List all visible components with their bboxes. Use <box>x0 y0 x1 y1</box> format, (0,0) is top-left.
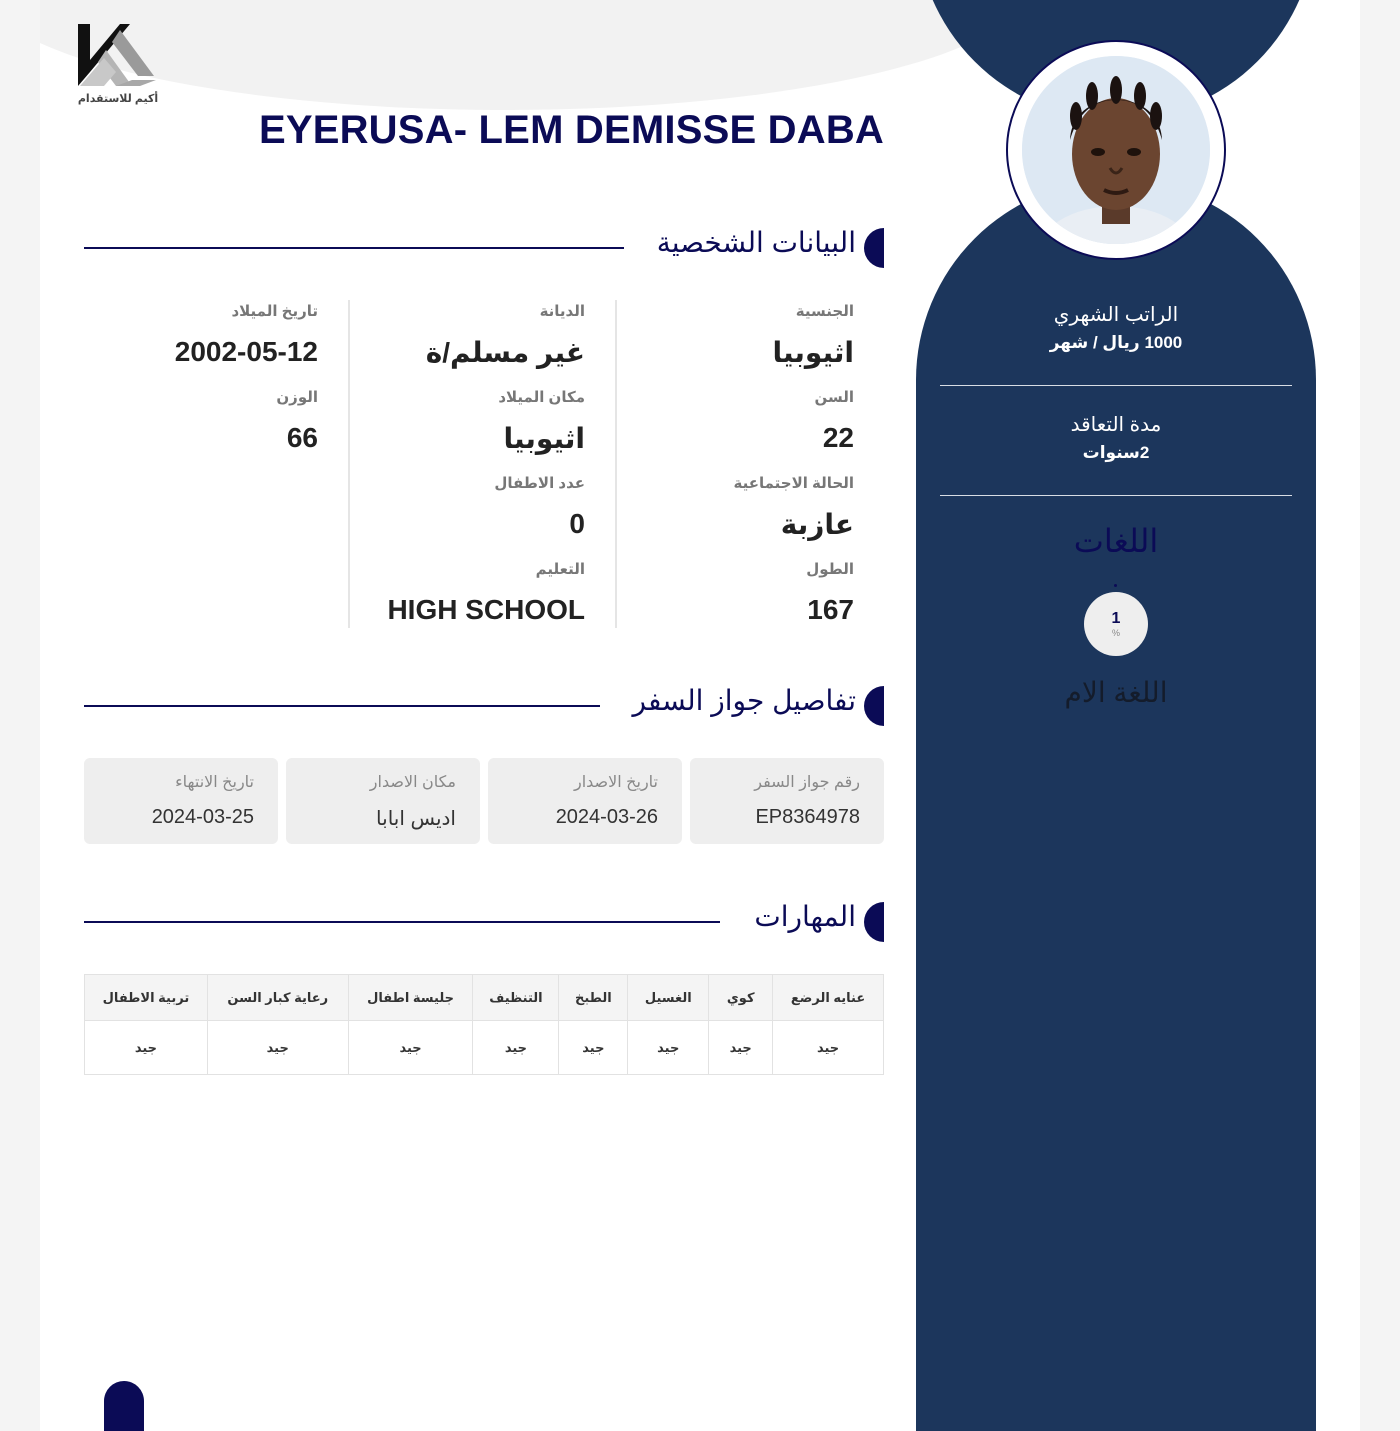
field-value: 66 <box>286 422 318 453</box>
card-label: رقم جواز السفر <box>754 774 860 791</box>
section-cap-icon <box>864 686 884 726</box>
language-level-unit: % <box>1111 628 1120 638</box>
personal-column <box>351 300 617 628</box>
header-swoosh <box>40 0 1030 110</box>
company-logo <box>76 20 160 112</box>
section-title: تفاصيل جواز السفر <box>632 685 856 716</box>
skill-header: عنايه الرضع <box>773 975 884 1021</box>
field-height <box>806 560 854 626</box>
field-label: الوزن <box>276 389 318 406</box>
field-label: التعليم <box>535 561 585 578</box>
skill-header: رعاية كبار السن <box>207 975 348 1021</box>
passport-number-card <box>690 758 884 844</box>
skill-level: جيد <box>348 1021 473 1075</box>
field-date-of-birth <box>175 302 318 368</box>
expiry-date-card <box>84 758 278 844</box>
profile-photo <box>1022 56 1210 244</box>
section-title: المهارات <box>754 901 856 932</box>
field-children <box>494 474 585 540</box>
section-divider <box>84 247 624 249</box>
candidate-name: EYERUSA- LEM DEMISSE DABA <box>258 108 884 152</box>
issue-date-card <box>488 758 682 844</box>
field-marital-status <box>733 474 854 541</box>
skill-level: جيد <box>559 1021 628 1075</box>
section-cap-icon <box>864 902 884 942</box>
sidebar-divider <box>940 495 1292 496</box>
personal-column <box>618 300 884 628</box>
card-value: اديس ابابا <box>376 808 456 830</box>
person-avatar-icon <box>1022 56 1210 244</box>
cv-page <box>40 0 1360 1431</box>
field-nationality <box>772 302 854 369</box>
mother-tongue-label: اللغة الام <box>1064 677 1168 708</box>
field-value: 2002-05-12 <box>174 336 318 367</box>
field-label: الطول <box>806 561 854 578</box>
field-label: الجنسية <box>795 303 854 320</box>
card-value: EP8364978 <box>755 806 860 828</box>
card-label: مكان الاصدار <box>369 774 456 791</box>
sidebar-body-shape <box>916 180 1316 1431</box>
contract-label: مدة التعاقد <box>1070 414 1162 436</box>
card-value: 2024-03-25 <box>151 806 254 828</box>
skill-header: كوي <box>709 975 773 1021</box>
skill-header: التنظيف <box>473 975 559 1021</box>
salary-block <box>940 302 1292 353</box>
field-value: اثيوبيا <box>503 423 585 454</box>
footer-tab-decoration <box>104 1381 144 1431</box>
field-value: 0 <box>569 508 585 539</box>
issue-place-card <box>286 758 480 844</box>
skill-header: جليسة اطفال <box>348 975 473 1021</box>
skill-header: الطبخ <box>559 975 628 1021</box>
field-value: HIGH SCHOOL <box>387 594 585 625</box>
skills-header-row <box>85 975 884 1021</box>
personal-column <box>84 300 350 628</box>
field-value: اثيوبيا <box>772 337 854 368</box>
salary-value: 1000 ريال / شهر <box>1049 333 1183 352</box>
section-divider <box>84 705 600 707</box>
sidebar-divider <box>940 385 1292 386</box>
languages-title: اللغات <box>1073 523 1159 559</box>
field-value: عازبة <box>780 509 854 540</box>
personal-section-heading <box>84 226 884 270</box>
field-value: 167 <box>807 594 854 625</box>
language-dot-icon <box>1114 584 1117 587</box>
card-value: 2024-03-26 <box>555 806 658 828</box>
contract-value: 2سنوات <box>1082 443 1150 462</box>
sidebar <box>916 0 1316 1431</box>
field-birthplace <box>498 388 585 455</box>
passport-cards <box>84 758 884 844</box>
skills-level-row <box>85 1021 884 1075</box>
field-education <box>387 560 585 626</box>
field-label: الحالة الاجتماعية <box>733 475 854 492</box>
skill-level: جيد <box>709 1021 773 1075</box>
language-level: 1 <box>1111 610 1121 627</box>
skill-level: جيد <box>473 1021 559 1075</box>
skill-level: جيد <box>85 1021 208 1075</box>
section-divider <box>84 921 720 923</box>
field-label: السن <box>814 389 854 406</box>
field-value: 22 <box>822 422 854 453</box>
logo-text: أكيم للاستقدام <box>77 93 159 105</box>
field-age <box>814 388 854 454</box>
skill-level: جيد <box>773 1021 884 1075</box>
section-cap-icon <box>864 228 884 268</box>
passport-section-heading <box>84 684 884 728</box>
field-label: عدد الاطفال <box>494 475 585 492</box>
section-title: البيانات الشخصية <box>656 227 856 258</box>
profile-photo-frame <box>1006 40 1226 260</box>
contract-block <box>940 412 1292 463</box>
field-religion <box>426 302 585 369</box>
skill-level: جيد <box>628 1021 709 1075</box>
skill-header: الغسيل <box>628 975 709 1021</box>
language-level-badge <box>1084 592 1148 656</box>
field-weight <box>276 388 318 454</box>
skill-header: تربية الاطفال <box>85 975 208 1021</box>
skills-table <box>84 974 884 1075</box>
card-label: تاريخ الاصدار <box>573 774 658 791</box>
card-label: تاريخ الانتهاء <box>175 774 254 791</box>
salary-label: الراتب الشهري <box>1053 304 1179 326</box>
personal-grid <box>84 300 884 628</box>
logo-mark-icon <box>76 20 160 92</box>
skills-section-heading <box>84 900 884 944</box>
field-label: مكان الميلاد <box>498 389 585 406</box>
skill-level: جيد <box>207 1021 348 1075</box>
field-label: الديانة <box>539 303 585 320</box>
field-value: غير مسلم/ة <box>425 337 585 368</box>
field-label: تاريخ الميلاد <box>231 303 318 320</box>
